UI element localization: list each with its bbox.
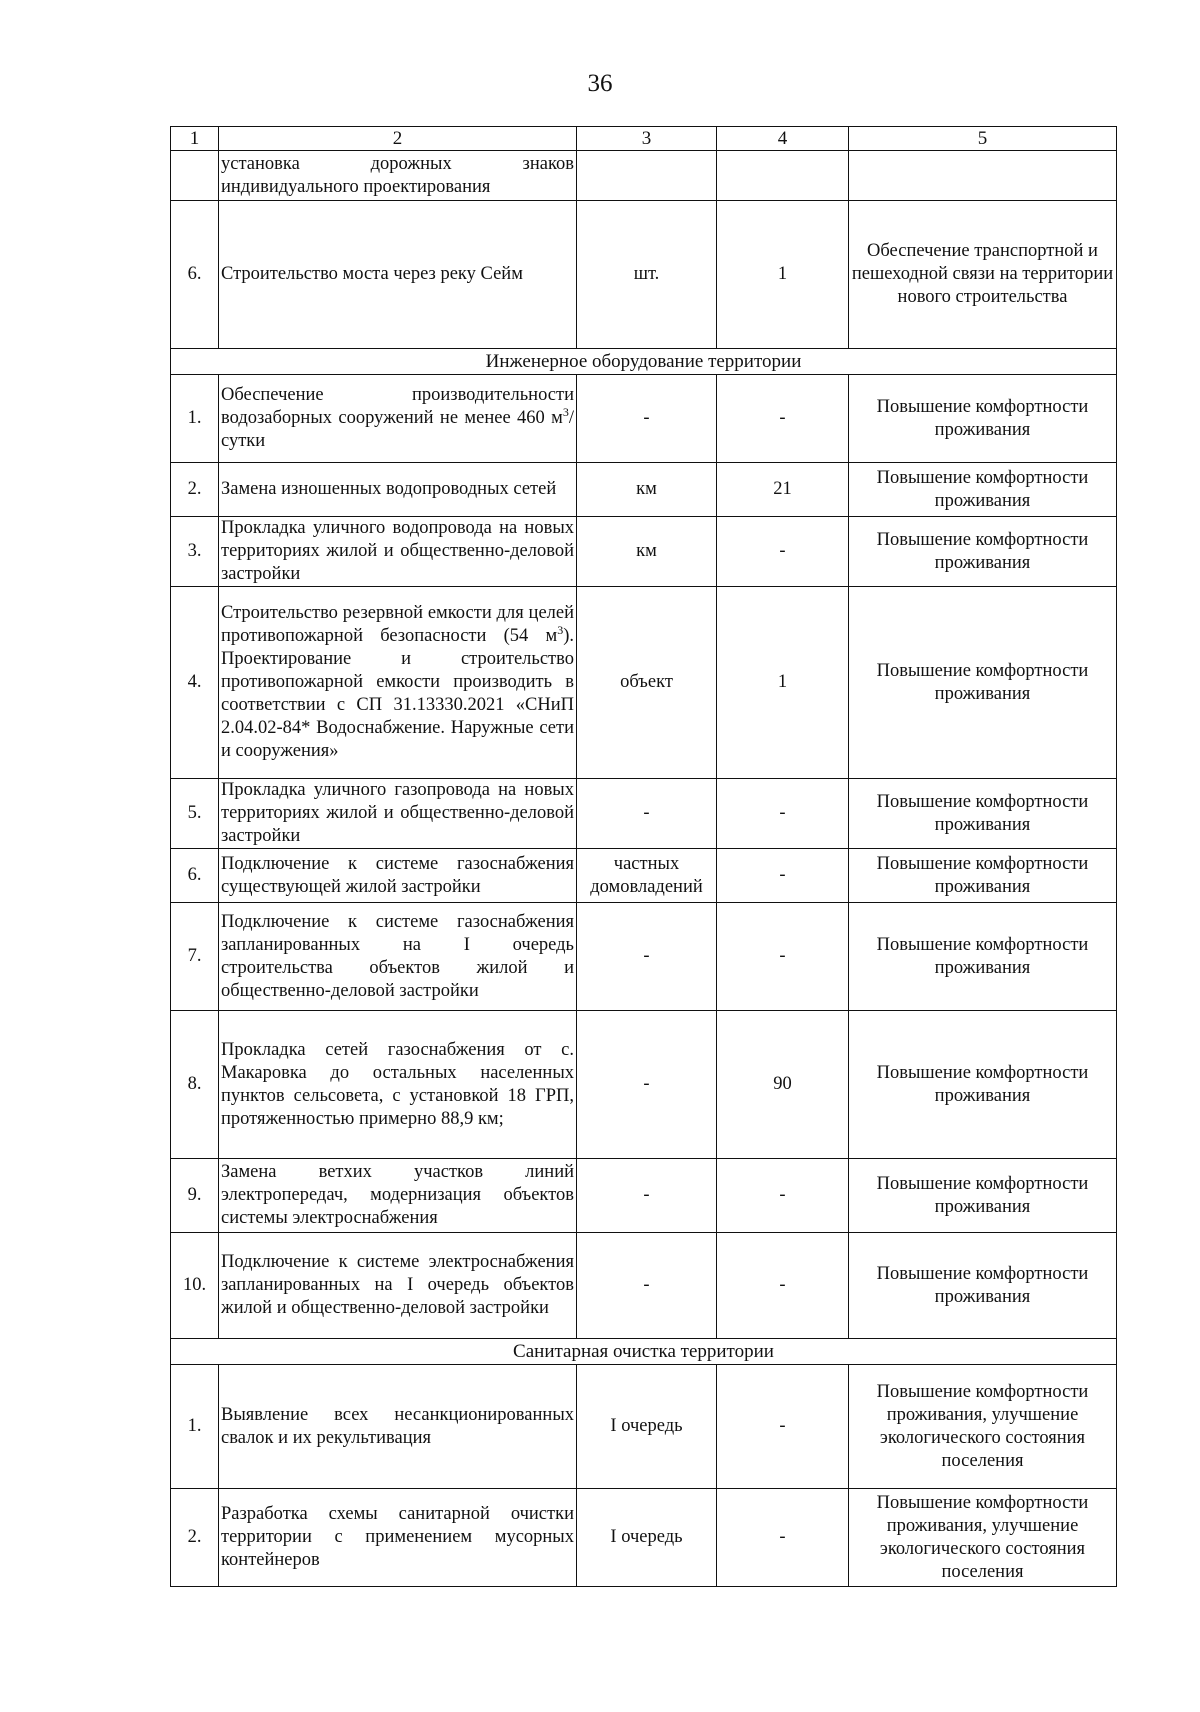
description-superscript: 3	[562, 404, 569, 419]
description-text: Выявление всех несанкционированных свалок и их рекультивация	[221, 1404, 574, 1448]
measure-goal: Повышение комфортности проживания	[849, 849, 1117, 903]
description-text: Подключение к системе электроснабжения запланированных на I очередь объектов жилой и общественно-деловой застройки	[221, 1252, 574, 1318]
unit-of-measure: -	[577, 779, 717, 849]
description-text: установка дорожных знаков индивидуального проектирования	[221, 153, 574, 197]
table-row	[171, 463, 1117, 517]
measure-goal: Повышение комфортности проживания	[849, 903, 1117, 1011]
unit-of-measure: -	[577, 375, 717, 463]
quantity: -	[717, 1489, 849, 1587]
col-2-header: 2	[219, 127, 577, 151]
quantity: 1	[717, 201, 849, 349]
quantity: -	[717, 849, 849, 903]
quantity: 90	[717, 1011, 849, 1159]
measure-goal: Обеспечение транспортной и пешеходной связи на территории нового строительства	[849, 201, 1117, 349]
col-5-header: 5	[849, 127, 1117, 151]
description-text: Строительство моста через реку Сейм	[221, 264, 523, 284]
description-text-tail: ). Проектирование и строительство противопожарной емкости производить в соответствии с СП 31.13330.2021 «СНиП 2.04.02-84* Водоснабжение. Наружные сети и сооружения»	[221, 626, 574, 761]
table-row	[171, 903, 1117, 1011]
measure-description	[219, 587, 577, 779]
measure-description	[219, 463, 577, 517]
unit-of-measure: -	[577, 1011, 717, 1159]
page-number: 36	[587, 70, 613, 97]
col-3-header: 3	[577, 127, 717, 151]
section-header-row	[171, 349, 1117, 375]
measure-goal: Повышение комфортности проживания	[849, 779, 1117, 849]
unit-of-measure: I очередь	[577, 1365, 717, 1489]
section-header-row	[171, 1339, 1117, 1365]
row-number: 10.	[171, 1233, 219, 1339]
col-1-header: 1	[171, 127, 219, 151]
measure-goal	[849, 151, 1117, 201]
unit-of-measure: шт.	[577, 201, 717, 349]
row-number: 7.	[171, 903, 219, 1011]
measure-goal: Повышение комфортности проживания	[849, 517, 1117, 587]
col-4-header: 4	[717, 127, 849, 151]
measure-goal: Повышение комфортности проживания	[849, 1159, 1117, 1233]
description-text: Обеспечение производительности водозаборных сооружений не менее 460 м	[221, 385, 574, 428]
table-row	[171, 375, 1117, 463]
measure-goal: Повышение комфортности проживания	[849, 375, 1117, 463]
section-title: Санитарная очистка территории	[171, 1339, 1117, 1365]
row-number: 1.	[171, 1365, 219, 1489]
table-row	[171, 1233, 1117, 1339]
row-number: 8.	[171, 1011, 219, 1159]
unit-of-measure: I очередь	[577, 1489, 717, 1587]
row-number: 2.	[171, 1489, 219, 1587]
table-row	[171, 587, 1117, 779]
unit-of-measure: частных домовладений	[577, 849, 717, 903]
quantity: -	[717, 375, 849, 463]
table-row	[171, 151, 1117, 201]
quantity: -	[717, 903, 849, 1011]
measure-goal: Повышение комфортности проживания, улучшение экологического состояния поселения	[849, 1365, 1117, 1489]
row-number: 1.	[171, 375, 219, 463]
unit-of-measure	[577, 151, 717, 201]
quantity: 21	[717, 463, 849, 517]
description-text: Подключение к системе газоснабжения запланированных на I очередь строительства объектов жилой и общественно-деловой застройки	[221, 911, 574, 1001]
row-number	[171, 151, 219, 201]
table-row	[171, 1365, 1117, 1489]
description-text: Прокладка сетей газоснабжения от с. Макаровка до остальных населенных пунктов сельсовета, с установкой 18 ГРП, протяженностью примерно 88,9 км;	[221, 1039, 574, 1129]
unit-of-measure: объект	[577, 587, 717, 779]
description-text: Подключение к системе газоснабжения существующей жилой застройки	[221, 853, 574, 897]
unit-of-measure: -	[577, 1159, 717, 1233]
quantity: -	[717, 779, 849, 849]
measure-goal: Повышение комфортности проживания	[849, 1011, 1117, 1159]
quantity: -	[717, 1233, 849, 1339]
section-title: Инженерное оборудование территории	[171, 349, 1117, 375]
column-number-header	[171, 127, 1117, 151]
description-text: Прокладка уличного водопровода на новых территориях жилой и общественно-деловой застройки	[221, 518, 574, 584]
description-text: Замена ветхих участков линий электропередач, модернизация объектов системы электроснабжения	[221, 1162, 574, 1228]
row-number: 2.	[171, 463, 219, 517]
measure-description	[219, 201, 577, 349]
measure-description	[219, 375, 577, 463]
row-number: 6.	[171, 201, 219, 349]
quantity: 1	[717, 587, 849, 779]
quantity: -	[717, 1365, 849, 1489]
table-body	[171, 151, 1117, 1587]
unit-of-measure: км	[577, 463, 717, 517]
description-text: Замена изношенных водопроводных сетей	[221, 479, 557, 499]
measures-table	[170, 126, 1117, 1587]
row-number: 9.	[171, 1159, 219, 1233]
row-number: 6.	[171, 849, 219, 903]
table-row	[171, 779, 1117, 849]
table-row	[171, 1489, 1117, 1587]
measure-goal: Повышение комфортности проживания	[849, 587, 1117, 779]
row-number: 5.	[171, 779, 219, 849]
measure-goal: Повышение комфортности проживания	[849, 1233, 1117, 1339]
quantity	[717, 151, 849, 201]
description-text: Строительство резервной емкости для целей противопожарной безопасности (54 м	[221, 603, 574, 646]
table-row	[171, 517, 1117, 587]
quantity: -	[717, 517, 849, 587]
description-text-tail: /сутки	[221, 408, 574, 451]
row-number: 3.	[171, 517, 219, 587]
measure-description	[219, 1489, 577, 1587]
measure-goal: Повышение комфортности проживания	[849, 463, 1117, 517]
unit-of-measure: -	[577, 903, 717, 1011]
measure-description	[219, 1365, 577, 1489]
measure-description	[219, 1011, 577, 1159]
description-text: Разработка схемы санитарной очистки территории с применением мусорных контейнеров	[221, 1504, 574, 1570]
measure-description	[219, 517, 577, 587]
row-number: 4.	[171, 587, 219, 779]
measure-description	[219, 1233, 577, 1339]
measure-description	[219, 849, 577, 903]
unit-of-measure: -	[577, 1233, 717, 1339]
table-row	[171, 849, 1117, 903]
description-superscript: 3	[557, 622, 564, 637]
unit-of-measure: км	[577, 517, 717, 587]
measure-description	[219, 1159, 577, 1233]
measure-description	[219, 151, 577, 201]
table-row	[171, 201, 1117, 349]
description-text: Прокладка уличного газопровода на новых территориях жилой и общественно-деловой застройки	[221, 780, 574, 846]
table-row	[171, 1011, 1117, 1159]
measure-description	[219, 903, 577, 1011]
quantity: -	[717, 1159, 849, 1233]
measure-goal: Повышение комфортности проживания, улучшение экологического состояния поселения	[849, 1489, 1117, 1587]
measure-description	[219, 779, 577, 849]
table-row	[171, 1159, 1117, 1233]
